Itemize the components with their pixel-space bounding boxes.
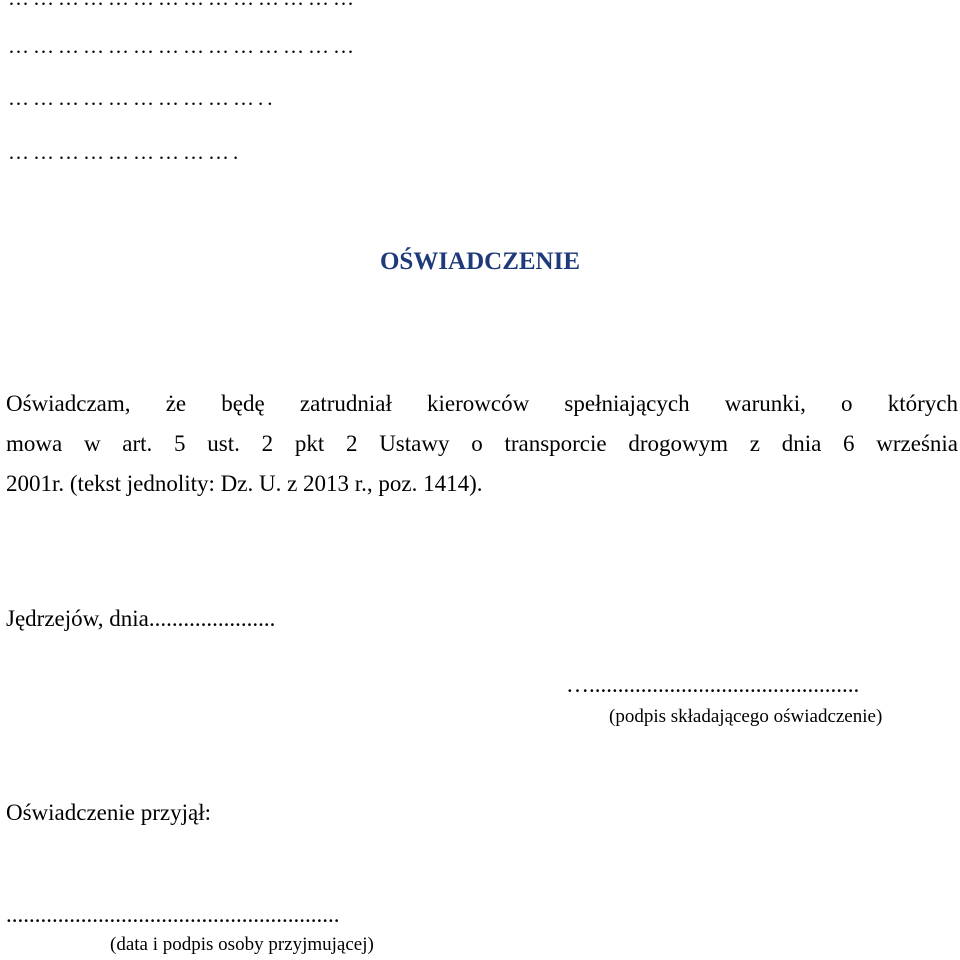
declaration-paragraph xyxy=(6,384,958,504)
signature-caption: (podpis składającego oświadczenie) xyxy=(609,706,883,727)
paragraph-line-1: Oświadczam, że będę zatrudniał kierowców spełniających warunki, o których xyxy=(6,391,958,416)
received-caption: (data i podpis osoby przyjmującej) xyxy=(110,934,374,955)
header-dot-line-2: …………………………………… xyxy=(8,34,358,58)
header-dot-line-4: ………………………. xyxy=(8,140,243,164)
received-dots: .......................................................... xyxy=(6,902,340,927)
document-title: OŚWIADCZENIE xyxy=(379,248,581,275)
paragraph-line-2: mowa w art. 5 ust. 2 pkt 2 Ustawy o transporcie drogowym z dnia 6 września xyxy=(6,431,958,456)
received-label: Oświadczenie przyjął: xyxy=(6,800,211,825)
header-dot-line-3: ………………………….. xyxy=(8,86,277,110)
header-dot-line-1 xyxy=(8,0,358,11)
paragraph-line-3: 2001r. (tekst jednolity: Dz. U. z 2013 r., poz. 1414). xyxy=(6,471,483,496)
place-date-line: Jędrzejów, dnia...................... xyxy=(6,606,276,631)
signature-dots: …............................................... xyxy=(566,672,860,697)
